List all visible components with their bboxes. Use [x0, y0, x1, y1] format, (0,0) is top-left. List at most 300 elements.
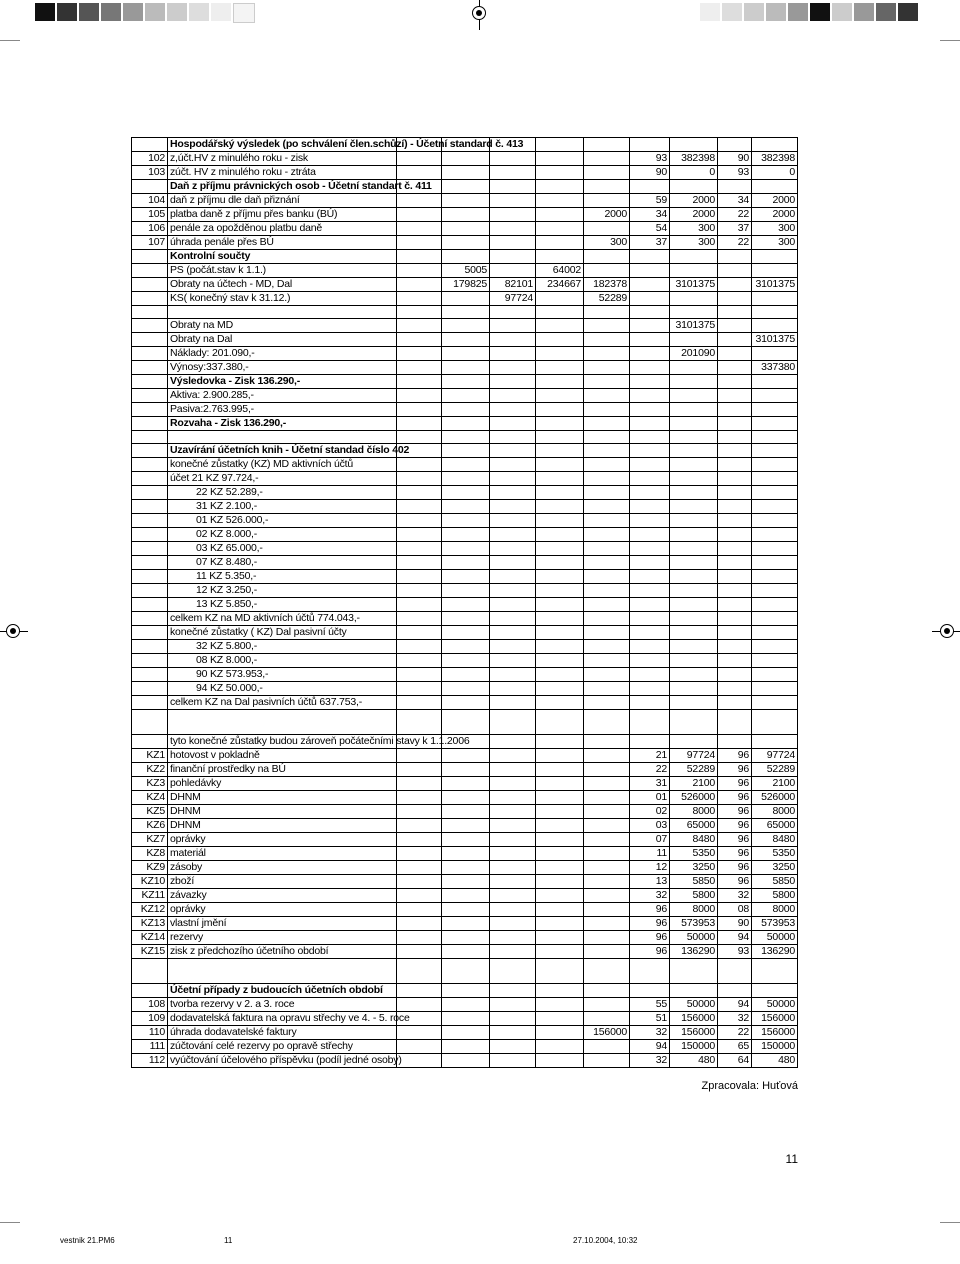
cell-col-e: [584, 166, 630, 180]
table-row: [132, 194, 798, 208]
cell-md-account: 02: [630, 805, 670, 819]
cell-col-a: [397, 917, 442, 931]
table-row: [132, 417, 798, 431]
cell-number: [132, 640, 168, 654]
cell-dal-amount: 2000: [752, 208, 798, 222]
cell-dal-account: [718, 696, 752, 710]
cell-col-b: [442, 472, 490, 486]
table-row: [132, 682, 798, 696]
cell-md-amount: [670, 668, 718, 682]
cell-description: tvorba rezervy v 2. a 3. roce: [168, 998, 397, 1012]
table-row: [132, 236, 798, 250]
cell-col-e: [584, 486, 630, 500]
cell-md-amount: 50000: [670, 998, 718, 1012]
cell-dal-amount: 300: [752, 236, 798, 250]
cell-md-account: 96: [630, 931, 670, 945]
cell-col-e: [584, 1040, 630, 1054]
cell-md-amount: [670, 458, 718, 472]
cell-col-a: [397, 654, 442, 668]
cell-col-d: [536, 696, 584, 710]
cell-col-b: [442, 805, 490, 819]
cell-description: vyúčtování účelového příspěvku (podíl jedné osoby): [168, 1054, 397, 1068]
cell-md-account: 59: [630, 194, 670, 208]
cell-dal-amount: [752, 375, 798, 389]
cell-col-a: [397, 710, 442, 735]
cell-dal-amount: 3101375: [752, 278, 798, 292]
cell-dal-account: [718, 264, 752, 278]
cell-col-c: [490, 208, 536, 222]
cell-col-d: [536, 710, 584, 735]
cell-col-e: [584, 389, 630, 403]
cell-dal-account: 65: [718, 1040, 752, 1054]
cell-col-a: [397, 931, 442, 945]
cell-col-c: [490, 791, 536, 805]
cell-col-e: [584, 654, 630, 668]
cell-col-c: [490, 180, 536, 194]
cell-col-a: [397, 236, 442, 250]
cell-description: 22 KZ 52.289,-: [168, 486, 397, 500]
cell-dal-account: [718, 668, 752, 682]
cell-col-e: [584, 763, 630, 777]
cell-col-b: [442, 654, 490, 668]
cell-col-c: [490, 347, 536, 361]
cell-col-d: [536, 917, 584, 931]
cell-col-c: [490, 264, 536, 278]
cell-md-account: [630, 528, 670, 542]
cell-col-d: [536, 931, 584, 945]
cell-description: 13 KZ 5.850,-: [168, 598, 397, 612]
cell-dal-account: 22: [718, 236, 752, 250]
cell-dal-amount: [752, 710, 798, 735]
cell-md-amount: 5350: [670, 847, 718, 861]
cell-col-e: [584, 417, 630, 431]
cell-col-c: [490, 735, 536, 749]
cell-col-b: [442, 819, 490, 833]
cell-dal-account: 96: [718, 847, 752, 861]
cell-md-amount: [670, 735, 718, 749]
cell-number: [132, 696, 168, 710]
table-row: [132, 931, 798, 945]
cell-col-b: [442, 292, 490, 306]
cell-number: [132, 278, 168, 292]
cell-col-b: [442, 361, 490, 375]
cell-md-amount: [670, 264, 718, 278]
cell-md-amount: 526000: [670, 791, 718, 805]
cell-dal-account: 96: [718, 791, 752, 805]
cell-number: [132, 458, 168, 472]
cell-dal-amount: [752, 403, 798, 417]
cell-md-account: [630, 264, 670, 278]
table-row: [132, 1012, 798, 1026]
table-row: [132, 640, 798, 654]
cell-md-account: [630, 138, 670, 152]
table-row: [132, 222, 798, 236]
cell-col-b: [442, 389, 490, 403]
cell-col-c: [490, 389, 536, 403]
table-row: [132, 584, 798, 598]
cell-md-account: [630, 640, 670, 654]
cell-dal-amount: 136290: [752, 945, 798, 959]
cell-col-d: [536, 250, 584, 264]
cell-md-account: [630, 626, 670, 640]
cell-number: [132, 486, 168, 500]
table-row: [132, 208, 798, 222]
cell-dal-amount: [752, 431, 798, 444]
cell-description: Výnosy:337.380,-: [168, 361, 397, 375]
cell-md-account: [630, 292, 670, 306]
cell-col-b: [442, 875, 490, 889]
cell-md-account: [630, 319, 670, 333]
cell-description: Obraty na Dal: [168, 333, 397, 347]
cell-md-amount: [670, 556, 718, 570]
cell-description: konečné zůstatky (KZ) MD aktivních účtů: [168, 458, 397, 472]
cell-col-e: [584, 1012, 630, 1026]
cell-dal-account: 08: [718, 903, 752, 917]
footer-filename: vestnik 21.PM6: [60, 1236, 115, 1245]
cell-md-account: [630, 556, 670, 570]
cell-col-c: [490, 654, 536, 668]
cell-dal-amount: [752, 138, 798, 152]
cell-dal-account: [718, 389, 752, 403]
cell-col-c: [490, 431, 536, 444]
table-row: [132, 152, 798, 166]
cell-dal-amount: [752, 264, 798, 278]
table-row: [132, 444, 798, 458]
table-row: [132, 805, 798, 819]
cell-md-amount: 8480: [670, 833, 718, 847]
cell-col-a: [397, 347, 442, 361]
cell-col-c: [490, 984, 536, 998]
cell-description: z,účt.HV z minulého roku - zisk: [168, 152, 397, 166]
cell-md-account: [630, 278, 670, 292]
cell-md-account: 31: [630, 777, 670, 791]
cell-description: penále za opožděnou platbu daně: [168, 222, 397, 236]
cell-md-account: [630, 444, 670, 458]
cell-md-amount: 50000: [670, 931, 718, 945]
table-row: [132, 998, 798, 1012]
cell-number: [132, 138, 168, 152]
cell-col-b: [442, 500, 490, 514]
cell-md-account: [630, 570, 670, 584]
cell-md-account: 22: [630, 763, 670, 777]
cell-col-a: [397, 208, 442, 222]
cell-md-account: 96: [630, 903, 670, 917]
cell-col-d: [536, 486, 584, 500]
cell-col-b: [442, 945, 490, 959]
cell-md-account: 55: [630, 998, 670, 1012]
cell-dal-amount: 8000: [752, 903, 798, 917]
cell-col-a: [397, 696, 442, 710]
table-row: [132, 528, 798, 542]
cell-dal-amount: [752, 556, 798, 570]
table-row: [132, 1054, 798, 1068]
cell-dal-amount: [752, 654, 798, 668]
cell-md-amount: [670, 306, 718, 319]
cell-col-b: [442, 528, 490, 542]
cell-col-a: [397, 431, 442, 444]
cell-description: 02 KZ 8.000,-: [168, 528, 397, 542]
cell-col-c: [490, 166, 536, 180]
cell-col-a: [397, 472, 442, 486]
cell-col-c: [490, 626, 536, 640]
cell-md-account: 96: [630, 945, 670, 959]
cell-md-amount: [670, 333, 718, 347]
cell-col-d: [536, 180, 584, 194]
cell-md-amount: [670, 984, 718, 998]
cell-dal-account: 32: [718, 889, 752, 903]
cell-number: [132, 735, 168, 749]
cell-col-d: [536, 570, 584, 584]
cell-number: [132, 361, 168, 375]
cell-md-amount: 3101375: [670, 278, 718, 292]
cell-md-account: [630, 306, 670, 319]
cell-col-d: [536, 514, 584, 528]
cell-col-e: [584, 903, 630, 917]
cell-col-a: [397, 250, 442, 264]
cell-col-d: [536, 791, 584, 805]
cell-col-a: [397, 319, 442, 333]
cell-dal-account: 22: [718, 208, 752, 222]
cell-col-a: [397, 292, 442, 306]
cell-dal-account: [718, 626, 752, 640]
cell-md-amount: 300: [670, 222, 718, 236]
cell-md-account: 03: [630, 819, 670, 833]
cell-description: závazky: [168, 889, 397, 903]
cell-col-e: [584, 847, 630, 861]
cell-col-c: [490, 584, 536, 598]
cell-col-e: [584, 959, 630, 984]
table-row: [132, 959, 798, 984]
cell-dal-account: 22: [718, 1026, 752, 1040]
cell-description: dodavatelská faktura na opravu střechy ve 4. - 5. roce: [168, 1012, 397, 1026]
cell-col-e: [584, 431, 630, 444]
cell-dal-account: 96: [718, 777, 752, 791]
cell-description: [168, 959, 397, 984]
cell-md-amount: 0: [670, 166, 718, 180]
cell-col-d: [536, 749, 584, 763]
cell-col-c: [490, 250, 536, 264]
cell-col-a: [397, 528, 442, 542]
cell-col-b: [442, 180, 490, 194]
cell-dal-account: [718, 584, 752, 598]
cell-col-c: [490, 333, 536, 347]
table-row: [132, 264, 798, 278]
cell-col-d: [536, 389, 584, 403]
cell-number: [132, 417, 168, 431]
cell-number: [132, 180, 168, 194]
cell-md-amount: 65000: [670, 819, 718, 833]
cell-description: Obraty na účtech - MD, Dal: [168, 278, 397, 292]
cell-md-account: 90: [630, 166, 670, 180]
prepared-by-signature: Zpracovala: Huťová: [701, 1080, 798, 1092]
cell-description: hotovost v pokladně: [168, 749, 397, 763]
cell-col-d: [536, 945, 584, 959]
cell-col-c: [490, 570, 536, 584]
cell-description: 08 KZ 8.000,-: [168, 654, 397, 668]
cell-description: celkem KZ na Dal pasivních účtů 637.753,-: [168, 696, 397, 710]
cell-md-account: 96: [630, 917, 670, 931]
cell-number: 103: [132, 166, 168, 180]
cell-dal-account: [718, 570, 752, 584]
cell-md-account: 11: [630, 847, 670, 861]
cell-col-e: [584, 984, 630, 998]
cell-col-d: [536, 805, 584, 819]
cell-col-a: [397, 264, 442, 278]
cell-col-b: [442, 903, 490, 917]
cell-col-c: [490, 696, 536, 710]
cell-md-account: [630, 696, 670, 710]
cell-col-e: [584, 861, 630, 875]
table-row: [132, 458, 798, 472]
cell-col-b: [442, 403, 490, 417]
cell-col-c: [490, 875, 536, 889]
cell-md-account: [630, 375, 670, 389]
cell-md-amount: [670, 696, 718, 710]
cell-col-d: [536, 682, 584, 696]
cell-md-amount: 156000: [670, 1012, 718, 1026]
table-row: [132, 514, 798, 528]
table-row: [132, 735, 798, 749]
cell-col-a: [397, 417, 442, 431]
cell-col-b: [442, 556, 490, 570]
cell-number: [132, 319, 168, 333]
cell-col-d: [536, 306, 584, 319]
cell-col-e: [584, 791, 630, 805]
cell-number: 106: [132, 222, 168, 236]
cell-col-b: [442, 1026, 490, 1040]
cell-col-d: [536, 472, 584, 486]
table-row: [132, 500, 798, 514]
cell-number: [132, 570, 168, 584]
cell-col-c: 82101: [490, 278, 536, 292]
cell-dal-amount: [752, 486, 798, 500]
cell-md-account: [630, 500, 670, 514]
cell-description: DHNM: [168, 791, 397, 805]
cell-dal-account: 90: [718, 152, 752, 166]
cell-dal-account: 94: [718, 931, 752, 945]
cell-dal-amount: [752, 598, 798, 612]
cell-col-e: [584, 556, 630, 570]
cell-md-account: [630, 514, 670, 528]
cell-dal-amount: [752, 626, 798, 640]
cell-col-c: [490, 1040, 536, 1054]
table-row: [132, 250, 798, 264]
cell-col-b: [442, 222, 490, 236]
cell-description: 31 KZ 2.100,-: [168, 500, 397, 514]
table-row: [132, 292, 798, 306]
cell-number: [132, 264, 168, 278]
cell-col-b: [442, 640, 490, 654]
cell-col-a: [397, 278, 442, 292]
cell-col-c: [490, 444, 536, 458]
cell-number: 110: [132, 1026, 168, 1040]
cell-dal-account: [718, 682, 752, 696]
cell-col-c: [490, 917, 536, 931]
cell-col-d: [536, 292, 584, 306]
cell-dal-account: [718, 444, 752, 458]
cell-dal-account: 37: [718, 222, 752, 236]
cell-dal-amount: 2100: [752, 777, 798, 791]
cell-col-b: [442, 584, 490, 598]
cell-col-c: [490, 805, 536, 819]
cell-col-d: [536, 138, 584, 152]
cell-col-a: [397, 361, 442, 375]
cell-col-e: [584, 514, 630, 528]
cell-col-d: [536, 875, 584, 889]
cell-number: KZ14: [132, 931, 168, 945]
cell-col-d: [536, 375, 584, 389]
cell-description: 94 KZ 50.000,-: [168, 682, 397, 696]
cell-col-d: [536, 166, 584, 180]
cell-dal-account: [718, 292, 752, 306]
cell-md-amount: 3250: [670, 861, 718, 875]
cell-number: 108: [132, 998, 168, 1012]
cell-description: Uzavírání účetních knih - Účetní standad číslo 402: [168, 444, 397, 458]
cell-dal-account: [718, 486, 752, 500]
cell-dal-account: [718, 598, 752, 612]
cell-dal-amount: [752, 250, 798, 264]
cell-col-e: [584, 180, 630, 194]
cell-col-c: [490, 903, 536, 917]
cell-col-b: [442, 375, 490, 389]
cell-md-account: [630, 584, 670, 598]
cell-number: KZ7: [132, 833, 168, 847]
cell-col-d: [536, 194, 584, 208]
cell-col-a: [397, 556, 442, 570]
cell-col-b: [442, 1040, 490, 1054]
cell-md-account: [630, 389, 670, 403]
cell-col-e: [584, 319, 630, 333]
cell-col-e: [584, 347, 630, 361]
cell-description: vlastní jmění: [168, 917, 397, 931]
cell-col-a: [397, 375, 442, 389]
cell-number: [132, 984, 168, 998]
cell-col-b: [442, 696, 490, 710]
cell-dal-account: [718, 250, 752, 264]
cell-number: [132, 444, 168, 458]
cell-dal-account: [718, 138, 752, 152]
cell-md-amount: [670, 584, 718, 598]
cell-col-d: [536, 319, 584, 333]
cell-col-e: [584, 375, 630, 389]
cell-col-c: [490, 945, 536, 959]
cell-dal-account: 96: [718, 861, 752, 875]
cell-col-e: [584, 749, 630, 763]
cell-dal-amount: [752, 528, 798, 542]
cell-md-account: [630, 959, 670, 984]
cell-dal-account: [718, 403, 752, 417]
registration-mark-top: [472, 6, 486, 20]
cell-md-account: 34: [630, 208, 670, 222]
cell-md-amount: [670, 570, 718, 584]
cell-number: KZ12: [132, 903, 168, 917]
cell-col-a: [397, 584, 442, 598]
cell-dal-account: 93: [718, 945, 752, 959]
cell-col-b: [442, 612, 490, 626]
cell-dal-account: [718, 278, 752, 292]
cell-description: Kontrolní součty: [168, 250, 397, 264]
cell-md-amount: 136290: [670, 945, 718, 959]
cell-dal-amount: 156000: [752, 1012, 798, 1026]
cell-col-d: [536, 584, 584, 598]
cell-col-e: [584, 306, 630, 319]
cell-description: oprávky: [168, 833, 397, 847]
cell-dal-amount: [752, 640, 798, 654]
table-row: [132, 180, 798, 194]
cell-col-a: [397, 998, 442, 1012]
cell-col-c: [490, 777, 536, 791]
table-row: [132, 361, 798, 375]
